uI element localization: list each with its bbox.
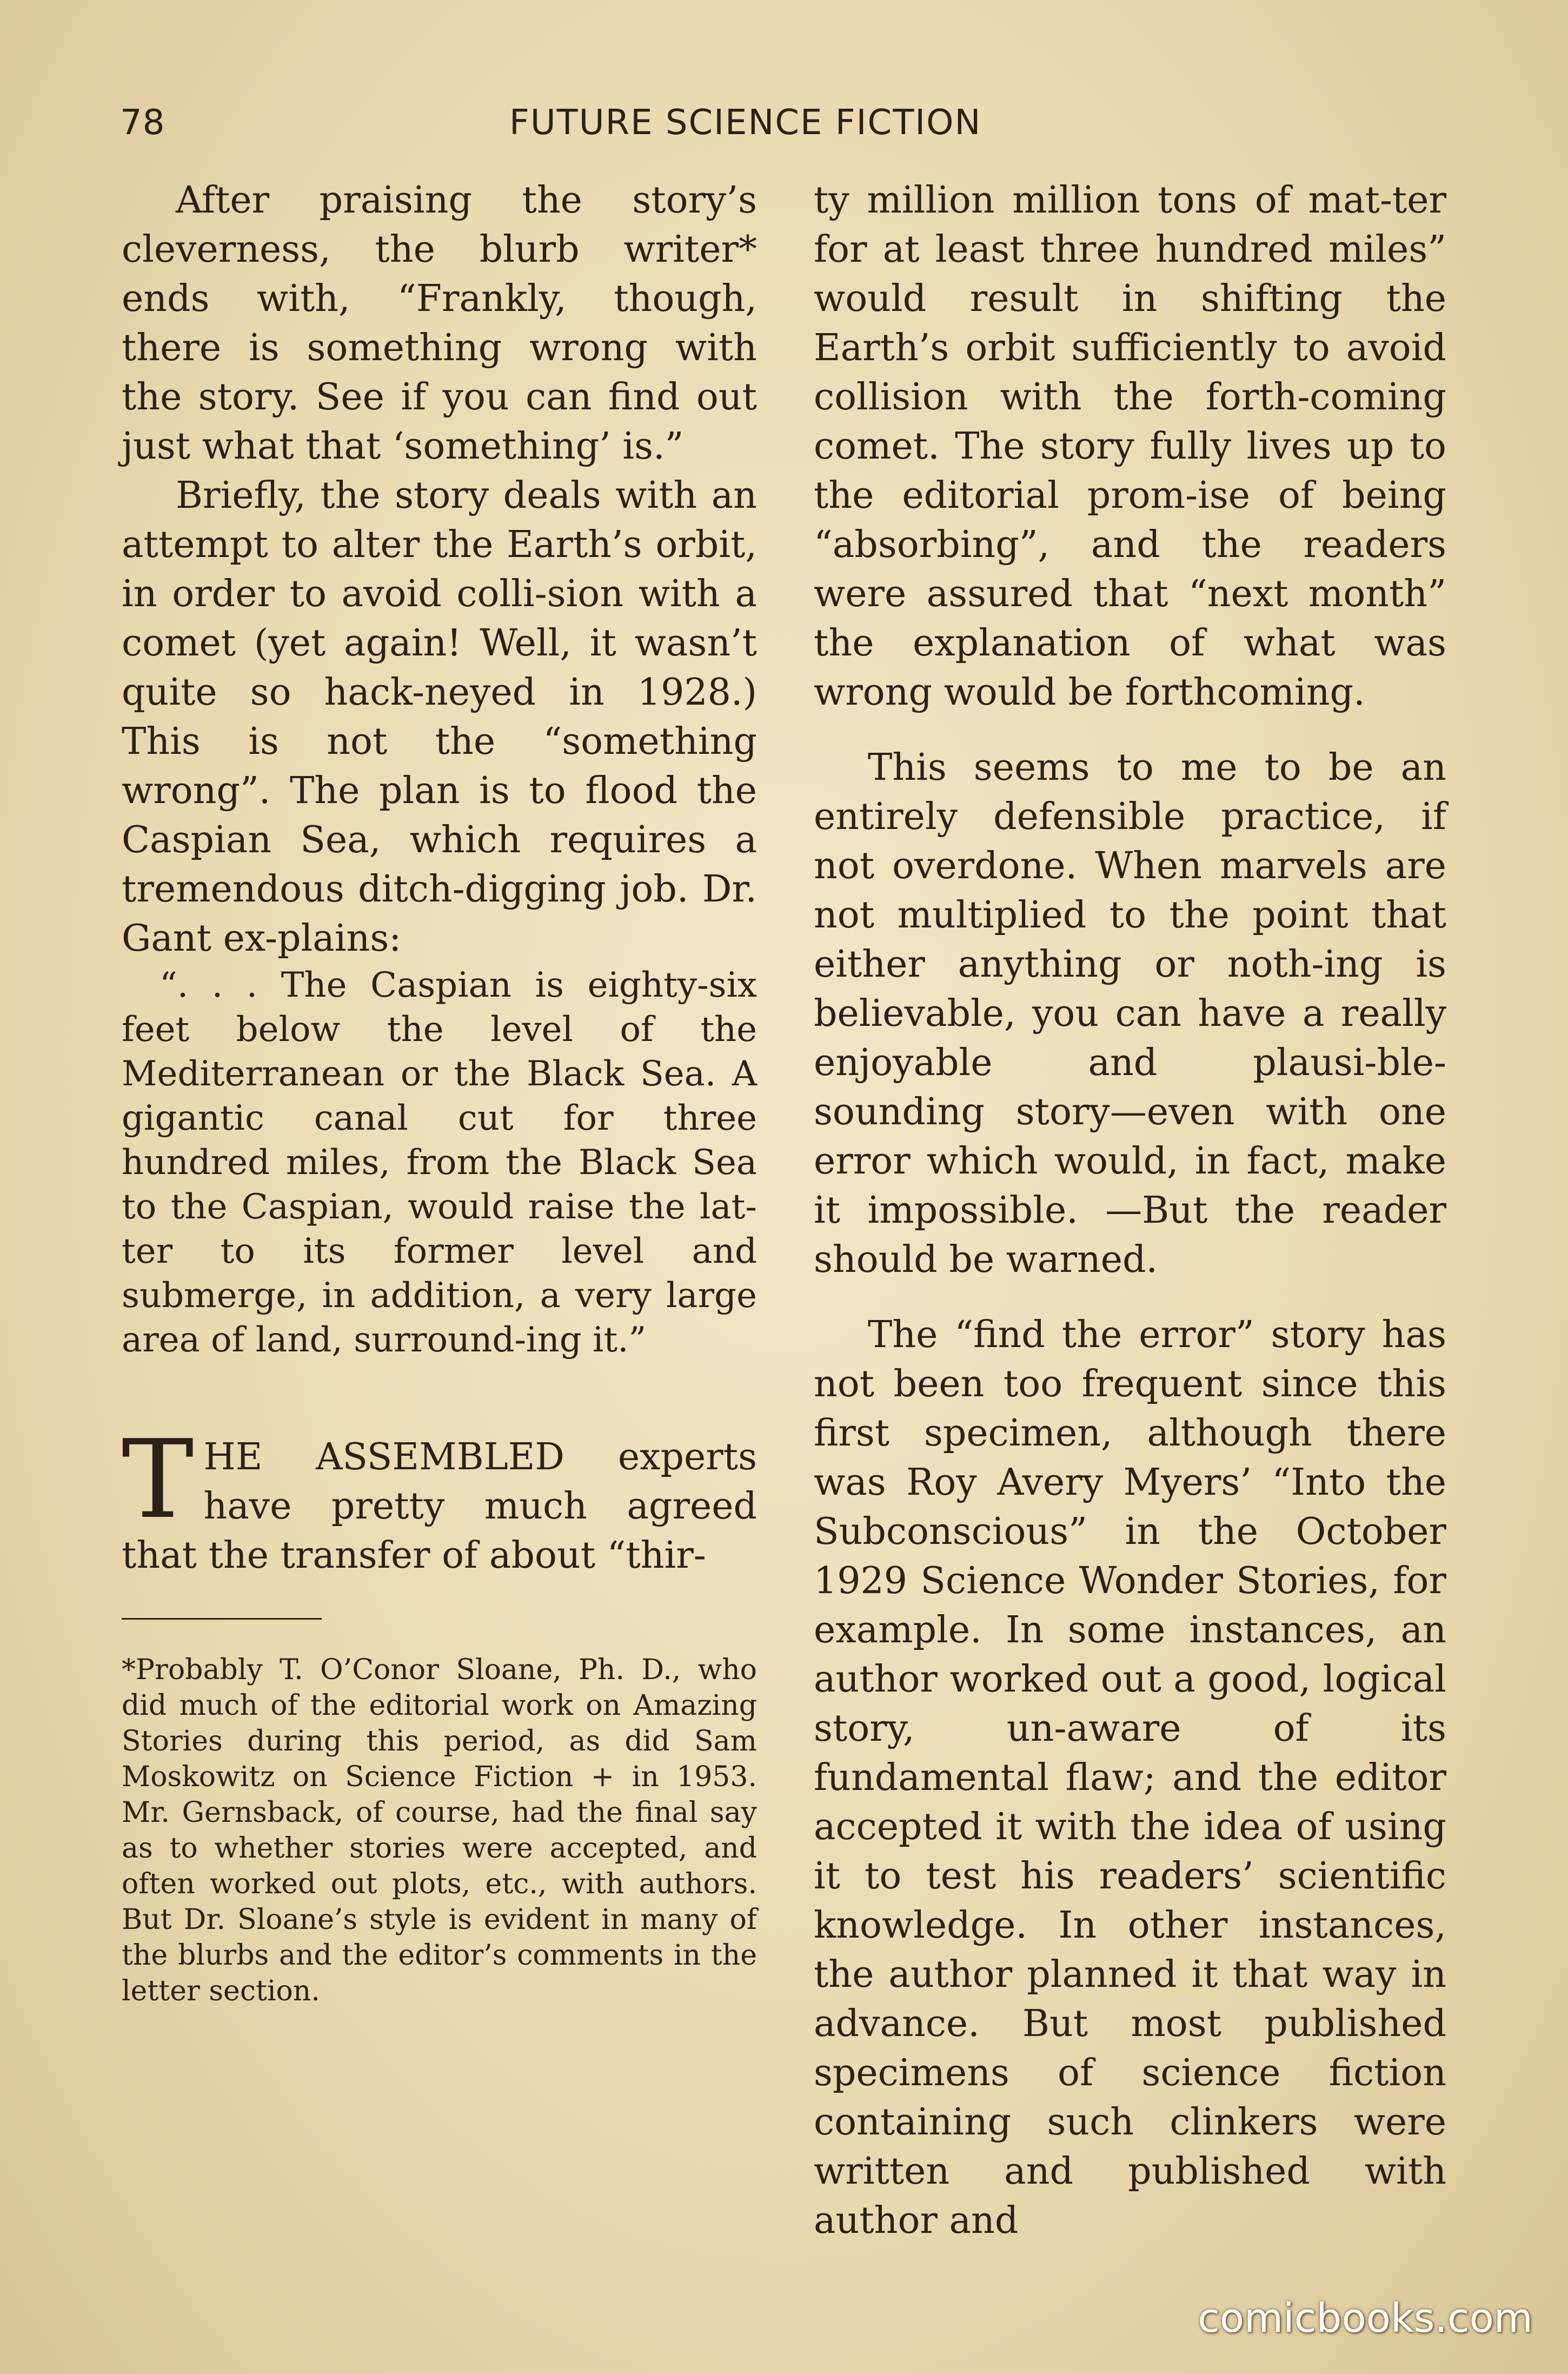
running-title: FUTURE SCIENCE FICTION [509,103,982,143]
right-paragraph-2: This seems to me to be an entirely defensible practice, if not overdone. When marvels are not multiplied to the point that either anything or noth-ing is believable, you can have a really enjoyable and plausi-ble-sounding story—even with one error which would, in fact, make it impossible. —But the reader should be warned. [814,746,1446,1281]
page-number: 78 [120,103,165,143]
right-column [814,176,1446,2245]
left-paragraph-2: Briefly, the story deals with an attempt to alter the Earth’s orbit, in order to avoid colli-sion with a comet (yet again! Well, it wasn’t quite so hack-neyed in 1928.) This is not the “something wrong”. The plan is to flood the Caspian Sea, which requires a tremendous ditch-digging job. Dr. Gant ex-plains: [122,474,757,960]
drop-cap: T [122,1417,194,1543]
block-quote: “. . . The Caspian is eighty-six feet below the level of the Mediterranean or the Black Sea. A gigantic canal cut for three hundred miles, from the Black Sea to the Caspian, would raise the lat-ter to its former level and submerge, in addition, a very large area of land, surround-ing it.” [122,965,757,1360]
watermark: comicbooks.com [1198,2295,1533,2342]
footnote: *Probably T. O’Conor Sloane, Ph. D., who did much of the editorial work on Amazing Stories during this period, as did Sam Moskowitz on Science Fiction + in 1953. Mr. Gernsback, of course, had the final say as to whether stories were accepted, and often worked out plots, etc., with authors. But Dr. Sloane’s style is evident in many of the blurbs and the editor’s comments in the letter section. [122,1654,757,2007]
left-paragraph-3: HE ASSEMBLED experts have pretty much agreed that the transfer of about “thir- [122,1436,757,1577]
left-paragraph-1: After praising the story’s cleverness, the blurb writer* ends with, “Frankly, though, there is something wrong with the story. See if you can find out just what that ‘something’ is.” [122,179,757,468]
running-head [120,103,1061,151]
left-column [122,176,757,2009]
right-paragraph-3: The “find the error” story has not been too frequent since this first specimen, although there was Roy Avery Myers’ “Into the Subconscious” in the October 1929 Science Wonder Stories, for example. In some instances, an author worked out a good, logical story, un-aware of its fundamental flaw; and the editor accepted it with the idea of using it to test his readers’ scientific knowledge. In other instances, the author planned it that way in advance. But most published specimens of science fiction containing such clinkers were written and published with author and [814,1314,1446,2242]
right-paragraph-1: ty million million tons of mat-ter for at least three hundred miles” would result in shifting the Earth’s orbit sufficiently to avoid collision with the forth-coming comet. The story fully lives up to the editorial prom-ise of being “absorbing”, and the readers were assured that “next month” the explanation of what was wrong would be forthcoming. [814,179,1446,714]
section-opening [122,1417,757,1580]
footnote-rule [122,1618,322,1620]
